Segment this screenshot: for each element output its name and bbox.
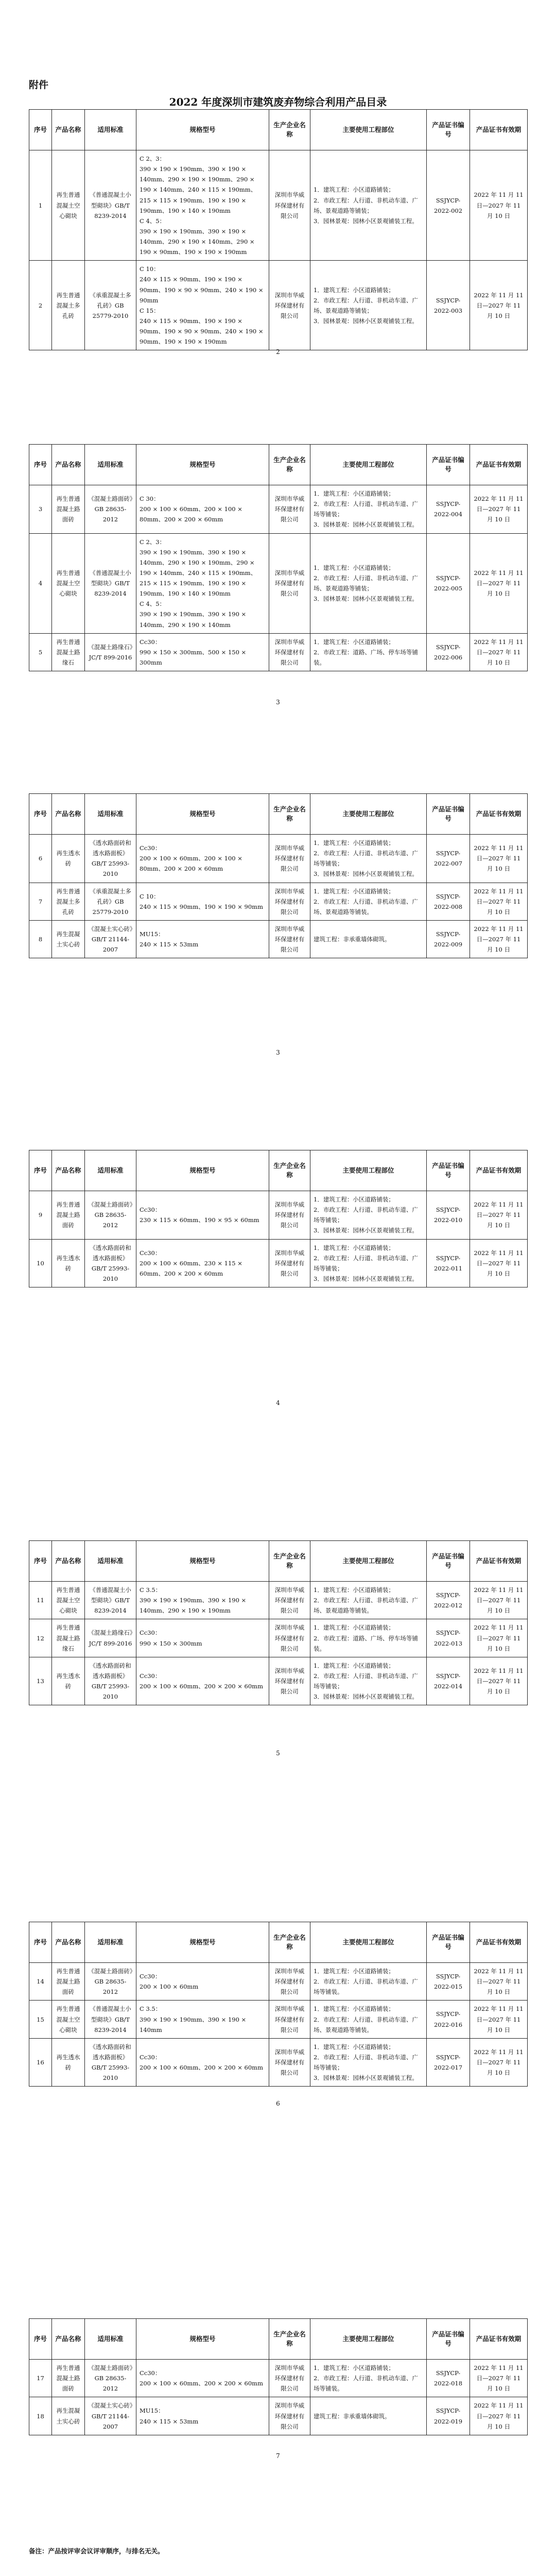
row-number: 4 [29,533,52,633]
attachment-label: 附件 [29,79,49,91]
cert-number: SSJYCP-2022-007 [427,835,470,883]
product-table [29,444,528,671]
spec-model: C 2、3： 390 × 190 × 190mm、390 × 190 × 140mm、290 × 190 × 190mm、290 × 190 × 140mm、240 × 115 × 190mm、215 × 115 × 190mm、190 × 190 × 190mm、190 × 140 × 190mm C 4、5： 390 × 190 × 190mm、390 × 190 × 140mm、290 × 190 × 140mm、290 × 190 × 90mm、190 × 190 × 190mm [136,150,269,261]
row-number: 10 [29,1239,52,1287]
table-row [29,485,528,534]
standard: 《混凝土路面砖》GB 28635-2012 [85,1963,136,2001]
column-header: 产品证书编号 [427,1150,470,1191]
usage-area: 1．建筑工程：小区道路铺装； 2．市政工程：人行道、非机动车道、广场、景观道路等铺装； 3．园林景观：园林小区景观铺装工程。 [310,261,427,350]
table-row [29,883,528,920]
column-header: 序号 [29,794,52,835]
product-name: 再生普通混凝土路缘石 [52,633,85,671]
column-header: 生产企业名称 [269,110,310,150]
table-row [29,1657,528,1705]
company-name: 深圳市华威环保建材有限公司 [269,261,310,350]
page-number: 2 [276,348,280,355]
company-name: 深圳市华威环保建材有限公司 [269,835,310,883]
product-table [29,2318,528,2435]
column-header: 产品名称 [52,794,85,835]
table-header-row [29,1541,528,1582]
catalog-page [29,1150,527,1287]
column-header: 产品证书有效期 [470,794,528,835]
column-header: 序号 [29,1541,52,1582]
standard: 《透水路面砖和透水路面板》GB/T 25993-2010 [85,1657,136,1705]
cert-validity: 2022 年 11 月 11 日—2027 年 11 月 10 日 [470,1191,528,1240]
cert-number: SSJYCP-2022-005 [427,533,470,633]
spec-model: MU15： 240 × 115 × 53mm [136,2397,269,2435]
product-table [29,793,528,958]
row-number: 14 [29,1963,52,2001]
column-header: 生产企业名称 [269,1541,310,1582]
column-header: 产品证书编号 [427,445,470,485]
column-header: 产品名称 [52,1541,85,1582]
column-header: 适用标准 [85,445,136,485]
column-header: 产品证书编号 [427,2319,470,2360]
company-name: 深圳市华威环保建材有限公司 [269,2001,310,2038]
cert-number: SSJYCP-2022-002 [427,150,470,261]
catalog-page [29,444,527,671]
cert-number: SSJYCP-2022-006 [427,633,470,671]
cert-number: SSJYCP-2022-009 [427,920,470,958]
standard: 《透水路面砖和透水路面板》GB/T 25993-2010 [85,2038,136,2087]
spec-model: Cc30： 200 × 100 × 60mm、200 × 200 × 60mm [136,2360,269,2397]
usage-area: 1．建筑工程：小区道路铺装； 2．市政工程：人行道、非机动车道、广场等铺装； 3．园林景观：园林小区景观铺装工程。 [310,835,427,883]
column-header: 产品名称 [52,1150,85,1191]
standard: 《混凝土路面砖》GB 28635-2012 [85,485,136,534]
column-header: 产品名称 [52,1922,85,1963]
column-header: 产品名称 [52,445,85,485]
spec-model: Cc30： 200 × 100 × 60mm、200 × 200 × 60mm [136,2038,269,2087]
spec-model: C 3.5： 390 × 190 × 190mm、390 × 190 × 140mm、290 × 190 × 190mm [136,1582,269,1619]
row-number: 13 [29,1657,52,1705]
cert-validity: 2022 年 11 月 11 日—2027 年 11 月 10 日 [470,150,528,261]
column-header: 主要使用工程部位 [310,794,427,835]
usage-area: 1．建筑工程：小区道路铺装； 2．市政工程：道路、广场、停车场等铺装。 [310,633,427,671]
cert-validity: 2022 年 11 月 11 日—2027 年 11 月 10 日 [470,533,528,633]
footnote: 备注：产品按评审会议评审顺序，与排名无关。 [29,2547,164,2555]
cert-number: SSJYCP-2022-013 [427,1619,470,1657]
spec-model: C 2、3： 390 × 190 × 190mm、390 × 190 × 140mm、290 × 190 × 190mm、290 × 190 × 140mm、240 × 115 × 190mm、215 × 115 × 190mm、190 × 190 × 190mm、190 × 140 × 190mm C 4、5： 390 × 190 × 190mm、390 × 190 × 140mm、290 × 190 × 140mm [136,533,269,633]
usage-area: 建筑工程：非承重墙体砌筑。 [310,920,427,958]
catalog-page [29,2318,527,2435]
column-header: 生产企业名称 [269,794,310,835]
standard: 《普通混凝土小型砌块》GB/T 8239-2014 [85,533,136,633]
column-header: 适用标准 [85,1150,136,1191]
cert-number: SSJYCP-2022-016 [427,2001,470,2038]
cert-validity: 2022 年 11 月 11 日—2027 年 11 月 10 日 [470,633,528,671]
column-header: 适用标准 [85,110,136,150]
product-name: 再生混凝土实心砖 [52,920,85,958]
column-header: 规格型号 [136,445,269,485]
usage-area: 1．建筑工程：小区道路铺装； 2．市政工程：人行道、非机动车道、广场等铺装； 3．园林景观：园林小区景观铺装工程。 [310,1191,427,1240]
cert-validity: 2022 年 11 月 11 日—2027 年 11 月 10 日 [470,1582,528,1619]
document-title: 2022 年度深圳市建筑废弃物综合利用产品目录 [169,96,387,108]
table-row [29,633,528,671]
column-header: 产品名称 [52,2319,85,2360]
column-header: 主要使用工程部位 [310,1541,427,1582]
cert-number: SSJYCP-2022-003 [427,261,470,350]
usage-area: 1．建筑工程：小区道路铺装； 2．市政工程：人行道、非机动车道、广场等铺装。 [310,1963,427,2001]
row-number: 2 [29,261,52,350]
usage-area: 1．建筑工程：小区道路铺装； 2．市政工程：道路、广场、停车场等铺装。 [310,1619,427,1657]
product-name: 再生普通混凝土路面砖 [52,485,85,534]
spec-model: Cc30： 230 × 115 × 60mm、190 × 95 × 60mm [136,1191,269,1240]
spec-model: Cc30： 200 × 100 × 60mm、200 × 200 × 60mm [136,1657,269,1705]
row-number: 17 [29,2360,52,2397]
cert-number: SSJYCP-2022-010 [427,1191,470,1240]
cert-validity: 2022 年 11 月 11 日—2027 年 11 月 10 日 [470,2038,528,2087]
company-name: 深圳市华威环保建材有限公司 [269,1582,310,1619]
column-header: 产品证书有效期 [470,110,528,150]
row-number: 11 [29,1582,52,1619]
column-header: 主要使用工程部位 [310,110,427,150]
cert-number: SSJYCP-2022-012 [427,1582,470,1619]
company-name: 深圳市华威环保建材有限公司 [269,633,310,671]
row-number: 9 [29,1191,52,1240]
product-table [29,1150,528,1287]
column-header: 产品证书有效期 [470,1541,528,1582]
column-header: 主要使用工程部位 [310,1922,427,1963]
cert-validity: 2022 年 11 月 11 日—2027 年 11 月 10 日 [470,2360,528,2397]
cert-number: SSJYCP-2022-014 [427,1657,470,1705]
spec-model: Cc30： 990 × 150 × 300mm、500 × 150 × 300mm [136,633,269,671]
table-row [29,1582,528,1619]
table-header-row [29,1922,528,1963]
product-name: 再生混凝土实心砖 [52,2397,85,2435]
company-name: 深圳市华威环保建材有限公司 [269,1191,310,1240]
standard: 《普通混凝土小型砌块》GB/T 8239-2014 [85,1582,136,1619]
column-header: 适用标准 [85,2319,136,2360]
usage-area: 1．建筑工程：小区道路铺装； 2．市政工程：人行道、非机动车道、广场等铺装； 3．园林景观：园林小区景观铺装工程。 [310,1657,427,1705]
product-table [29,1922,528,2087]
cert-validity: 2022 年 11 月 11 日—2027 年 11 月 10 日 [470,835,528,883]
row-number: 18 [29,2397,52,2435]
spec-model: Cc30： 200 × 100 × 60mm、230 × 115 × 60mm、200 × 200 × 60mm [136,1239,269,1287]
table-row [29,2038,528,2087]
usage-area: 1．建筑工程：小区道路铺装； 2．市政工程：人行道、非机动车道、广场、景观道路等铺装。 [310,1582,427,1619]
standard: 《混凝土路缘石》JC/T 899-2016 [85,1619,136,1657]
spec-model: Cc30： 990 × 150 × 300mm [136,1619,269,1657]
row-number: 3 [29,485,52,534]
standard: 《混凝土实心砖》GB/T 21144-2007 [85,920,136,958]
cert-number: SSJYCP-2022-018 [427,2360,470,2397]
product-table [29,109,528,350]
usage-area: 1．建筑工程：小区道路铺装； 2．市政工程：人行道、非机动车道、广场、景观道路等铺装。 [310,883,427,920]
standard: 《混凝土实心砖》GB/T 21144-2007 [85,2397,136,2435]
spec-model: Cc30： 200 × 100 × 60mm [136,1963,269,2001]
catalog-page [29,109,527,350]
standard: 《混凝土路缘石》JC/T 899-2016 [85,633,136,671]
column-header: 序号 [29,445,52,485]
table-row [29,150,528,261]
usage-area: 建筑工程：非承重墙体砌筑。 [310,2397,427,2435]
catalog-page [29,1922,527,2087]
row-number: 15 [29,2001,52,2038]
column-header: 生产企业名称 [269,2319,310,2360]
standard: 《承重混凝土多孔砖》GB 25779-2010 [85,261,136,350]
table-header-row [29,445,528,485]
cert-number: SSJYCP-2022-017 [427,2038,470,2087]
row-number: 7 [29,883,52,920]
column-header: 生产企业名称 [269,1150,310,1191]
cert-number: SSJYCP-2022-015 [427,1963,470,2001]
column-header: 规格型号 [136,794,269,835]
table-header-row [29,1150,528,1191]
company-name: 深圳市华威环保建材有限公司 [269,1963,310,2001]
column-header: 适用标准 [85,794,136,835]
cert-validity: 2022 年 11 月 11 日—2027 年 11 月 10 日 [470,1239,528,1287]
cert-number: SSJYCP-2022-004 [427,485,470,534]
usage-area: 1．建筑工程：小区道路铺装； 2．市政工程：人行道、非机动车道、广场等铺装； 3．园林景观：园林小区景观铺装工程。 [310,1239,427,1287]
cert-number: SSJYCP-2022-019 [427,2397,470,2435]
column-header: 适用标准 [85,1541,136,1582]
standard: 《承重混凝土多孔砖》GB 25779-2010 [85,883,136,920]
column-header: 序号 [29,1150,52,1191]
row-number: 12 [29,1619,52,1657]
product-name: 再生普通混凝土空心砌块 [52,1582,85,1619]
product-name: 再生普通混凝土路面砖 [52,1191,85,1240]
table-row [29,533,528,633]
table-header-row [29,110,528,150]
table-row [29,261,528,350]
usage-area: 1．建筑工程：小区道路铺装； 2．市政工程：人行道、非机动车道、广场、景观道路等铺装； 3．园林景观：园林小区景观铺装工程。 [310,150,427,261]
page-number: 5 [276,1750,280,1757]
standard: 《普通混凝土小型砌块》GB/T 8239-2014 [85,150,136,261]
table-row [29,2360,528,2397]
standard: 《普通混凝土小型砌块》GB/T 8239-2014 [85,2001,136,2038]
product-name: 再生普通混凝土多孔砖 [52,261,85,350]
page-number: 3 [276,699,280,706]
spec-model: C 3.5： 390 × 190 × 190mm、390 × 190 × 140mm [136,2001,269,2038]
cert-validity: 2022 年 11 月 11 日—2027 年 11 月 10 日 [470,261,528,350]
table-row [29,1191,528,1240]
product-name: 再生透水砖 [52,835,85,883]
standard: 《透水路面砖和透水路面板》GB/T 25993-2010 [85,835,136,883]
company-name: 深圳市华威环保建材有限公司 [269,1239,310,1287]
cert-validity: 2022 年 11 月 11 日—2027 年 11 月 10 日 [470,1619,528,1657]
spec-model: Cc30： 200 × 100 × 60mm、200 × 100 × 80mm、200 × 200 × 60mm [136,835,269,883]
usage-area: 1．建筑工程：小区道路铺装； 2．市政工程：人行道、非机动车道、广场、景观道路等铺装。 [310,2001,427,2038]
page-number: 6 [276,2100,280,2107]
spec-model: C 10： 240 × 115 × 90mm、190 × 190 × 90mm、190 × 90 × 90mm、240 × 190 × 90mm C 15： 240 × 115 × 90mm、190 × 190 × 90mm、190 × 90 × 90mm、240 × 190 × 90mm、190 × 190 × 190mm [136,261,269,350]
column-header: 主要使用工程部位 [310,1150,427,1191]
table-row [29,835,528,883]
column-header: 规格型号 [136,1541,269,1582]
table-row [29,2397,528,2435]
company-name: 深圳市华威环保建材有限公司 [269,2397,310,2435]
row-number: 5 [29,633,52,671]
company-name: 深圳市华威环保建材有限公司 [269,485,310,534]
column-header: 规格型号 [136,2319,269,2360]
standard: 《混凝土路面砖》GB 28635-2012 [85,1191,136,1240]
usage-area: 1．建筑工程：小区道路铺装； 2．市政工程：人行道、非机动车道、广场等铺装； 3．园林景观：园林小区景观铺装工程。 [310,485,427,534]
product-name: 再生普通混凝土路面砖 [52,2360,85,2397]
column-header: 产品名称 [52,110,85,150]
product-name: 再生普通混凝土空心砌块 [52,533,85,633]
usage-area: 1．建筑工程：小区道路铺装； 2．市政工程：人行道、非机动车道、广场等铺装； 3．园林景观：园林小区景观铺装工程。 [310,2038,427,2087]
column-header: 主要使用工程部位 [310,2319,427,2360]
column-header: 产品证书编号 [427,1541,470,1582]
cert-validity: 2022 年 11 月 11 日—2027 年 11 月 10 日 [470,2397,528,2435]
company-name: 深圳市华威环保建材有限公司 [269,1657,310,1705]
product-name: 再生普通混凝土空心砌块 [52,150,85,261]
standard: 《透水路面砖和透水路面板》GB/T 25993-2010 [85,1239,136,1287]
table-header-row [29,794,528,835]
column-header: 产品证书编号 [427,794,470,835]
company-name: 深圳市华威环保建材有限公司 [269,883,310,920]
product-name: 再生透水砖 [52,1657,85,1705]
company-name: 深圳市华威环保建材有限公司 [269,920,310,958]
product-name: 再生普通混凝土多孔砖 [52,883,85,920]
product-name: 再生普通混凝土空心砌块 [52,2001,85,2038]
catalog-page [29,1540,527,1705]
company-name: 深圳市华威环保建材有限公司 [269,533,310,633]
product-name: 再生透水砖 [52,1239,85,1287]
page-number: 7 [276,2452,280,2460]
column-header: 产品证书有效期 [470,445,528,485]
column-header: 产品证书编号 [427,1922,470,1963]
row-number: 8 [29,920,52,958]
column-header: 产品证书有效期 [470,1150,528,1191]
row-number: 1 [29,150,52,261]
spec-model: C 30： 200 × 100 × 60mm、200 × 100 × 80mm、200 × 200 × 60mm [136,485,269,534]
column-header: 产品证书有效期 [470,2319,528,2360]
product-name: 再生透水砖 [52,2038,85,2087]
table-row [29,920,528,958]
column-header: 规格型号 [136,1150,269,1191]
column-header: 产品证书编号 [427,110,470,150]
row-number: 6 [29,835,52,883]
company-name: 深圳市华威环保建材有限公司 [269,2360,310,2397]
column-header: 产品证书有效期 [470,1922,528,1963]
column-header: 序号 [29,110,52,150]
company-name: 深圳市华威环保建材有限公司 [269,1619,310,1657]
usage-area: 1．建筑工程：小区道路铺装； 2．市政工程：人行道、非机动车道、广场等铺装。 [310,2360,427,2397]
column-header: 生产企业名称 [269,445,310,485]
table-row [29,1619,528,1657]
table-header-row [29,2319,528,2360]
cert-validity: 2022 年 11 月 11 日—2027 年 11 月 10 日 [470,1657,528,1705]
spec-model: C 10： 240 × 115 × 90mm、190 × 190 × 90mm [136,883,269,920]
cert-validity: 2022 年 11 月 11 日—2027 年 11 月 10 日 [470,883,528,920]
usage-area: 1．建筑工程：小区道路铺装； 2．市政工程：人行道、非机动车道、广场、景观道路等铺装； 3．园林景观：园林小区景观铺装工程。 [310,533,427,633]
column-header: 序号 [29,1922,52,1963]
catalog-page [29,793,527,958]
column-header: 主要使用工程部位 [310,445,427,485]
cert-validity: 2022 年 11 月 11 日—2027 年 11 月 10 日 [470,1963,528,2001]
table-row [29,1963,528,2001]
cert-number: SSJYCP-2022-008 [427,883,470,920]
column-header: 规格型号 [136,110,269,150]
cert-validity: 2022 年 11 月 11 日—2027 年 11 月 10 日 [470,485,528,534]
product-table [29,1540,528,1705]
row-number: 16 [29,2038,52,2087]
cert-validity: 2022 年 11 月 11 日—2027 年 11 月 10 日 [470,920,528,958]
column-header: 序号 [29,2319,52,2360]
page-number: 4 [276,1399,280,1406]
cert-validity: 2022 年 11 月 11 日—2027 年 11 月 10 日 [470,2001,528,2038]
column-header: 生产企业名称 [269,1922,310,1963]
product-name: 再生普通混凝土路缘石 [52,1619,85,1657]
column-header: 规格型号 [136,1922,269,1963]
column-header: 适用标准 [85,1922,136,1963]
product-name: 再生普通混凝土路面砖 [52,1963,85,2001]
spec-model: MU15： 240 × 115 × 53mm [136,920,269,958]
table-row [29,1239,528,1287]
company-name: 深圳市华威环保建材有限公司 [269,150,310,261]
table-row [29,2001,528,2038]
page-number: 3 [276,1049,280,1056]
cert-number: SSJYCP-2022-011 [427,1239,470,1287]
company-name: 深圳市华威环保建材有限公司 [269,2038,310,2087]
standard: 《混凝土路面砖》GB 28635-2012 [85,2360,136,2397]
